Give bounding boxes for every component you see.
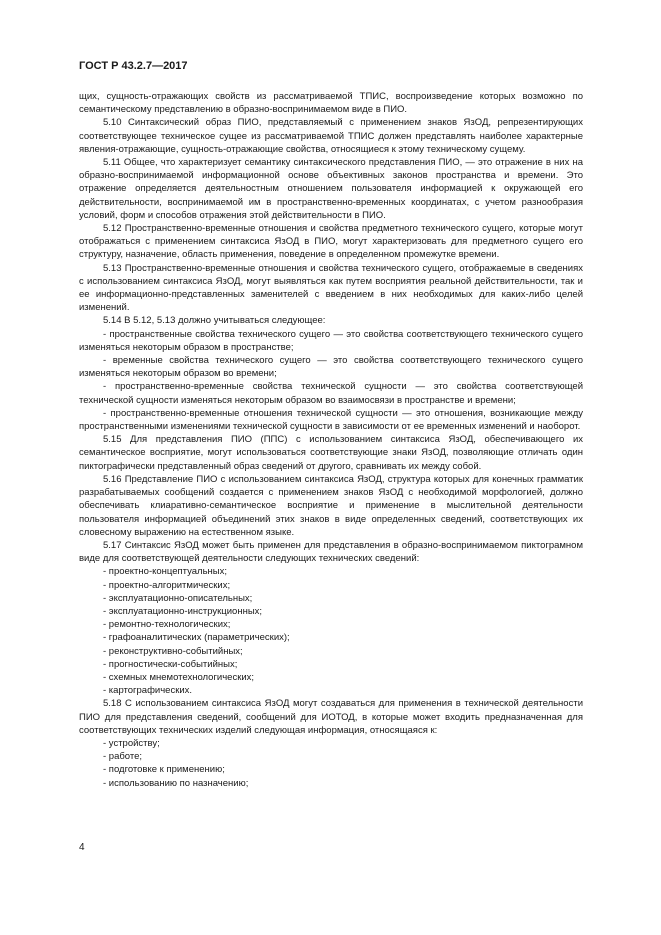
- list-item: - картографических.: [103, 685, 193, 697]
- list-item: - проектно-алгоритмических;: [103, 579, 231, 591]
- list-item: - подготовке к применению;: [103, 764, 225, 776]
- list-item: - прогностически-событийных;: [103, 658, 238, 670]
- paragraph: - пространственно-временные свойства технической сущности — это свойства соответствующей технической сущности изменяться некоторым образом во взаимосвязи в пространстве и времени;: [79, 381, 583, 406]
- list-item: - работе;: [103, 751, 143, 763]
- paragraph: щих, сущность-отражающих свойств из рассматриваемой ТПИС, воспроизведение которых возможно по семантическому представлению в образно-воспринимаемом виде в ПИО.: [79, 91, 583, 116]
- list-item: - схемных мнемотехнологических;: [103, 671, 255, 683]
- paragraph: 5.16 Представление ПИО с использованием синтаксиса ЯзОД, структура которых для конечных грамматик разрабатываемых сообщений создается с применением знаков ЯзОД с необходимой морфологией, должно обеспечивать клиаративно-семантическое восприятие и применение в мыслительной деятельности пользователя информацией объединений этих знаков в виде определенных сведений, соответствующих их словесному выражению на естественном языке.: [79, 473, 583, 538]
- list-item: - использованию по назначению;: [103, 777, 249, 789]
- list-item: - графоаналитических (параметрических);: [103, 632, 290, 644]
- list-item: - реконструктивно-событийных;: [103, 645, 243, 657]
- paragraph: 5.17 Синтаксис ЯзОД может быть применен для представления в образно-воспринимаемом пиктограмном виде для соответствующей деятельности следующих технических сведений:: [79, 539, 583, 565]
- document-header: ГОСТ Р 43.2.7—2017: [79, 60, 188, 72]
- paragraph: 5.18 С использованием синтаксиса ЯзОД могут создаваться для применения в технической деятельности ПИО для представления сведений, сообщений для ИОТОД, в которые может входить предназначенная для соответствующих технических изделий следующая информация, относящаяся к:: [79, 698, 583, 736]
- page-number: 4: [79, 842, 85, 853]
- paragraph: 5.15 Для представления ПИО (ППС) с использованием синтаксиса ЯзОД, обеспечивающего их семантическое восприятие, могут использоваться соответствующие знаки ЯзОД, позволяющие отличать один пиктографически представленный образ сведений от другого, сравнивать их между собой.: [79, 434, 583, 472]
- paragraph: 5.10 Синтаксический образ ПИО, представляемый с применением знаков ЯзОД, репрезентирующих соответствующее техническое сущее из рассматриваемой ТПИС должен представлять наиболее характерные явления-отражающие, сущность-отражающие свойства, относящиеся к этому техническому сущему.: [79, 117, 583, 155]
- paragraph: - пространственные свойства технического сущего — это свойства соответствующего технического сущего изменяться некоторым образом в пространстве;: [79, 328, 583, 353]
- document-body: [79, 90, 583, 790]
- paragraph: 5.11 Общее, что характеризует семантику синтаксического представления ПИО, — это отражение в них на образно-воспринимаемой информационной основе объективных законов пространства и времени. Это отражение определяется деятельностным отношением пользователя информацией к окружающей его действительности, воспринимаемой им в пространственно-временных координатах, с учетом разнообразия условий, форм и способов отражения этой действительности в ПИО.: [79, 157, 583, 221]
- paragraph: - пространственно-временные отношения технической сущности — это отношения, возникающие между пространственными изменениями технической сущности в зависимости от ее временных изменений и наоборот.: [79, 407, 583, 433]
- paragraph: - временные свойства технического сущего — это свойства соответствующего технического сущего изменяться некоторым образом во времени;: [79, 355, 583, 380]
- list-item: - проектно-концептуальных;: [103, 566, 228, 578]
- paragraph: 5.12 Пространственно-временные отношения и свойства предметного технического сущего, которые могут отображаться с применением синтаксиса ЯзОД в ПИО, могут характеризовать для предметного сущего его структуру, назначение, область применения, поведение в определенном промежутке времени.: [79, 223, 583, 261]
- paragraph: 5.14 В 5.12, 5.13 должно учитываться следующее:: [103, 315, 326, 327]
- list-item: - эксплуатационно-инструкционных;: [103, 605, 263, 617]
- paragraph: 5.13 Пространственно-временные отношения и свойства технического сущего, отображаемые в сведениях с использованием синтаксиса ЯзОД, могут выявляться как путем восприятия реальной действительности, так и ее информационно-представленных заменителей с введением в них необходимых для каких-либо целей изменений.: [79, 262, 583, 314]
- list-item: - эксплуатационно-описательных;: [103, 592, 253, 604]
- list-item: - устройству;: [103, 737, 160, 749]
- list-item: - ремонтно-технологических;: [103, 619, 231, 631]
